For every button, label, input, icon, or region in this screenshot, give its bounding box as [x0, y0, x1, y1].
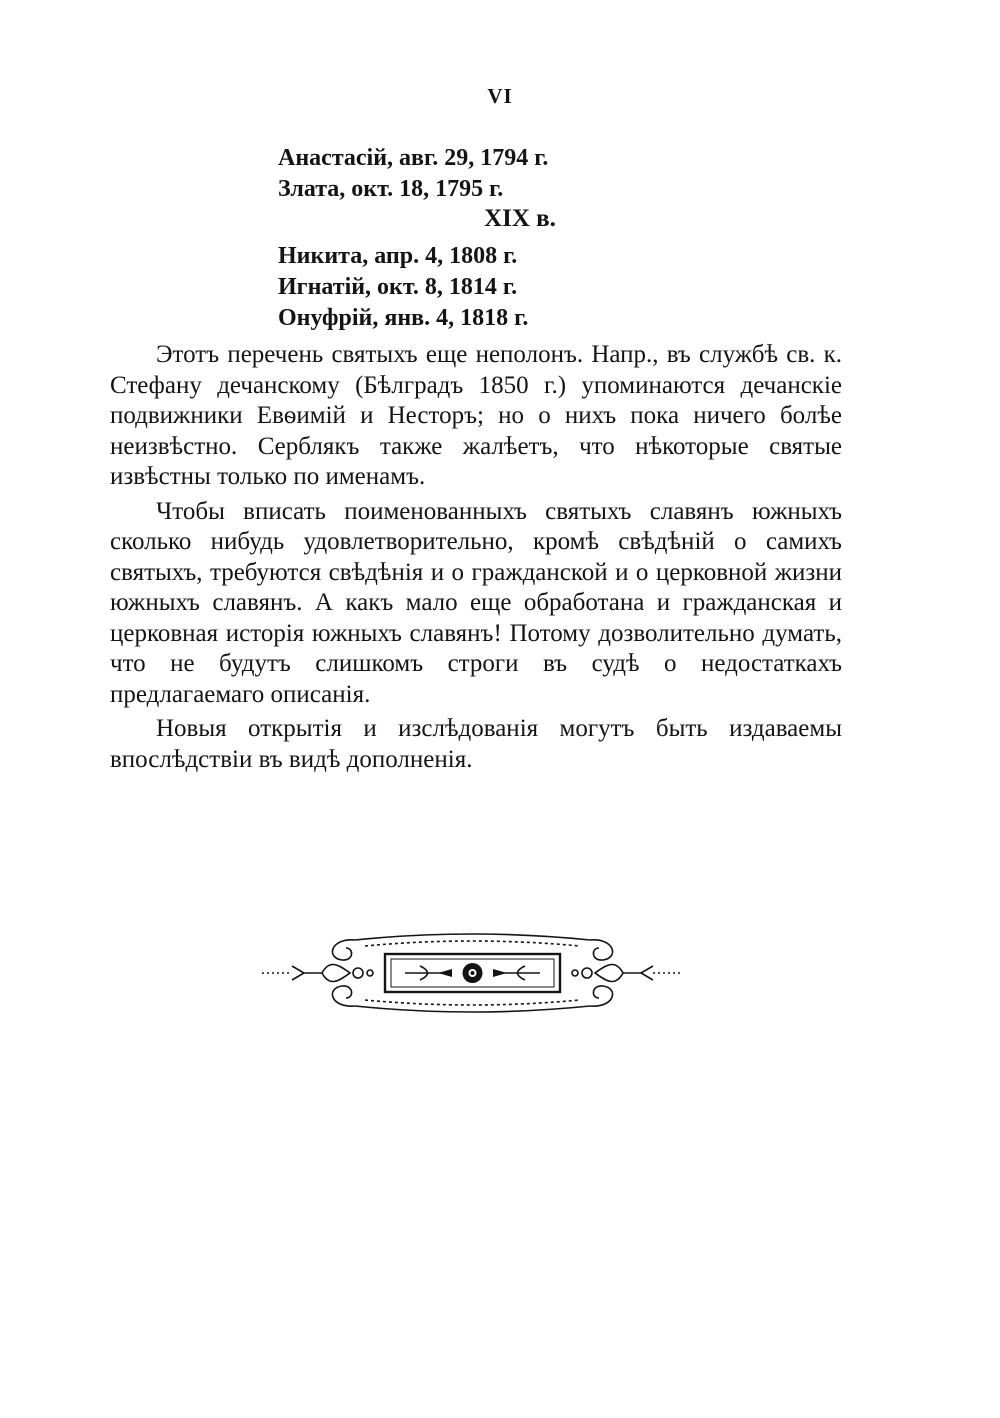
decorative-ornament	[260, 928, 685, 1018]
body-text	[110, 340, 842, 779]
entries-18th-century	[278, 143, 738, 205]
paragraph: Новыя открытія и изслѣдованія могутъ быть издаваемы впослѣдствіи въ видѣ дополненія.	[110, 715, 842, 773]
saint-entry: Онуфрій, янв. 4, 1818 г.	[278, 305, 529, 331]
saint-entry: Злата, окт. 18, 1795 г.	[278, 176, 504, 202]
paragraph: Этотъ перечень святыхъ еще неполонъ. Напр., въ службѣ св. к. Стефану дечанскому (Бѣлградъ 1850 г.) упоминаются дечанскіе подвижники Евѳимій и Несторъ; но о нихъ пока ничего болѣе неизвѣстно. Серблякъ также жалѣетъ, что нѣкоторые святые извѣстны только по именамъ.	[110, 341, 842, 490]
century-heading: XIX в.	[484, 205, 556, 232]
entries-19th-century	[278, 241, 738, 334]
saint-entry: Никита, апр. 4, 1808 г.	[278, 243, 518, 269]
saint-entry: Игнатій, окт. 8, 1814 г.	[278, 274, 518, 300]
saint-entry: Анастасій, авг. 29, 1794 г.	[278, 145, 549, 171]
paragraph: Чтобы вписать поименованныхъ святыхъ славянъ южныхъ сколько нибудь удовлетворительно, кромѣ свѣдѣній о самихъ святыхъ, требуются свѣдѣнія и о гражданской и о церковной жизни южныхъ славянъ. А какъ мало еще обработана и гражданская и церковная исторія южныхъ славянъ! Потому дозволительно думать, что не будутъ слишкомъ строги въ судѣ о недостаткахъ предлагаемаго описанія.	[110, 497, 842, 708]
page-number: VI	[487, 84, 513, 108]
